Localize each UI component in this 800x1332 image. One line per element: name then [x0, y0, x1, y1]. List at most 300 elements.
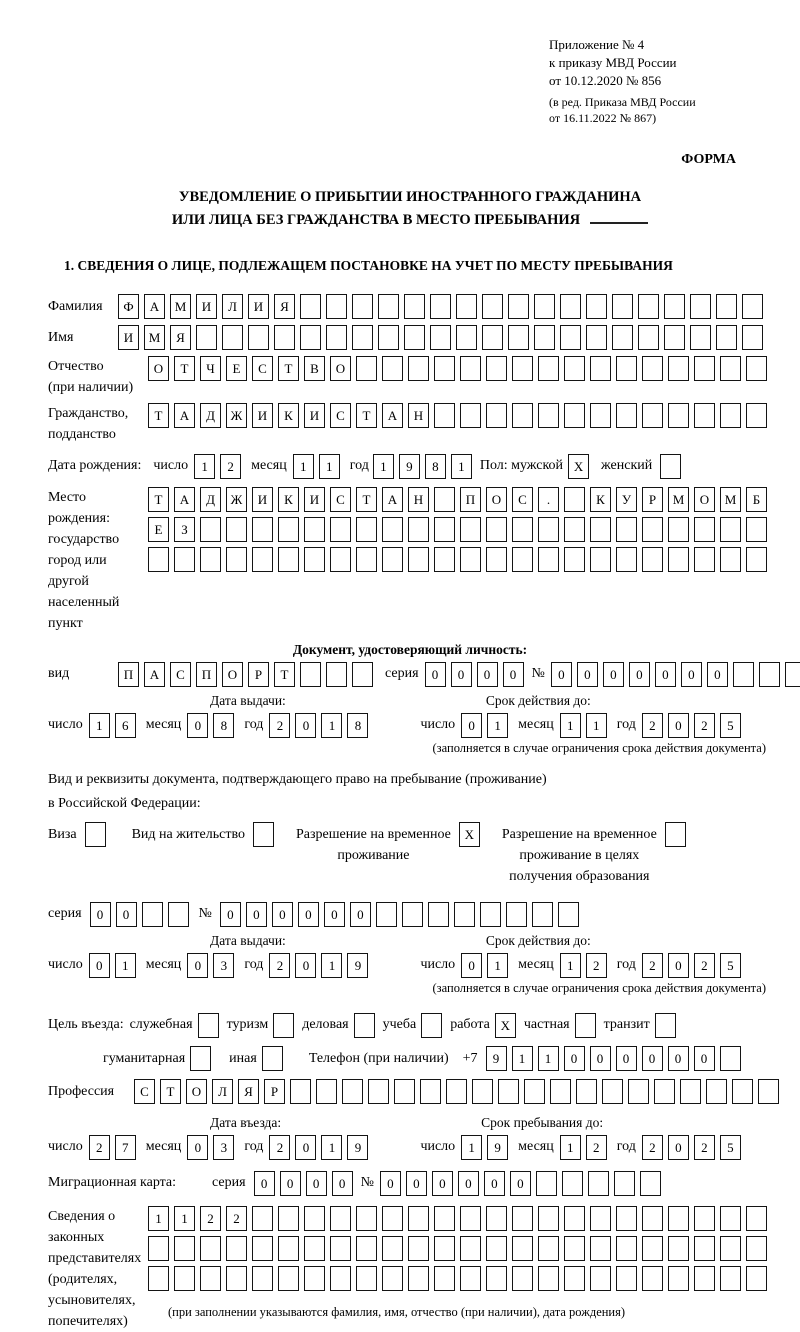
- char-cell[interactable]: Л: [212, 1079, 233, 1104]
- char-cell[interactable]: Д: [200, 487, 221, 512]
- char-cell[interactable]: [378, 294, 399, 319]
- char-cell[interactable]: И: [196, 294, 217, 319]
- char-cell[interactable]: [482, 325, 503, 350]
- char-cell[interactable]: [668, 403, 689, 428]
- char-cell[interactable]: О: [148, 356, 169, 381]
- char-cell[interactable]: [694, 403, 715, 428]
- char-cell[interactable]: [456, 325, 477, 350]
- char-cell[interactable]: Я: [274, 294, 295, 319]
- char-cell[interactable]: 0: [668, 713, 689, 738]
- char-cell[interactable]: [564, 1206, 585, 1231]
- char-cell[interactable]: [304, 1236, 325, 1261]
- char-cell[interactable]: [174, 547, 195, 572]
- char-cell[interactable]: [642, 356, 663, 381]
- char-cell[interactable]: [148, 1266, 169, 1291]
- char-cell[interactable]: [694, 1236, 715, 1261]
- char-cell[interactable]: О: [694, 487, 715, 512]
- char-cell[interactable]: [665, 822, 686, 847]
- char-cell[interactable]: Ж: [226, 487, 247, 512]
- char-cell[interactable]: 9: [486, 1046, 507, 1071]
- char-cell[interactable]: [588, 1171, 609, 1196]
- char-cell[interactable]: Л: [222, 294, 243, 319]
- char-cell[interactable]: [642, 547, 663, 572]
- char-cell[interactable]: [356, 517, 377, 542]
- char-cell[interactable]: 0: [694, 1046, 715, 1071]
- char-cell[interactable]: [278, 1266, 299, 1291]
- char-cell[interactable]: [590, 1266, 611, 1291]
- char-cell[interactable]: 2: [694, 713, 715, 738]
- char-cell[interactable]: [720, 356, 741, 381]
- char-cell[interactable]: [196, 325, 217, 350]
- char-cell[interactable]: [785, 662, 800, 687]
- char-cell[interactable]: [434, 1266, 455, 1291]
- char-cell[interactable]: [200, 1266, 221, 1291]
- char-cell[interactable]: [590, 403, 611, 428]
- char-cell[interactable]: [560, 325, 581, 350]
- char-cell[interactable]: [486, 403, 507, 428]
- char-cell[interactable]: [694, 1206, 715, 1231]
- char-cell[interactable]: [326, 662, 347, 687]
- char-cell[interactable]: [512, 1206, 533, 1231]
- char-cell[interactable]: [278, 1206, 299, 1231]
- char-cell[interactable]: [746, 403, 767, 428]
- char-cell[interactable]: К: [278, 403, 299, 428]
- char-cell[interactable]: 1: [194, 454, 215, 479]
- char-cell[interactable]: [226, 1266, 247, 1291]
- char-cell[interactable]: [486, 517, 507, 542]
- char-cell[interactable]: 0: [577, 662, 598, 687]
- char-cell[interactable]: 0: [477, 662, 498, 687]
- char-cell[interactable]: [720, 1266, 741, 1291]
- char-cell[interactable]: [720, 1206, 741, 1231]
- char-cell[interactable]: 0: [461, 953, 482, 978]
- char-cell[interactable]: [508, 325, 529, 350]
- char-cell[interactable]: [590, 1206, 611, 1231]
- char-cell[interactable]: [356, 547, 377, 572]
- char-cell[interactable]: [486, 1206, 507, 1231]
- char-cell[interactable]: [252, 1266, 273, 1291]
- char-cell[interactable]: [428, 902, 449, 927]
- char-cell[interactable]: [174, 1266, 195, 1291]
- char-cell[interactable]: [326, 325, 347, 350]
- char-cell[interactable]: [538, 403, 559, 428]
- char-cell[interactable]: [330, 517, 351, 542]
- char-cell[interactable]: [148, 1236, 169, 1261]
- char-cell[interactable]: [616, 1206, 637, 1231]
- char-cell[interactable]: 5: [720, 1135, 741, 1160]
- char-cell[interactable]: [690, 325, 711, 350]
- char-cell[interactable]: И: [118, 325, 139, 350]
- char-cell[interactable]: [278, 1236, 299, 1261]
- char-cell[interactable]: [742, 294, 763, 319]
- char-cell[interactable]: [564, 517, 585, 542]
- char-cell[interactable]: 0: [707, 662, 728, 687]
- char-cell[interactable]: Е: [226, 356, 247, 381]
- char-cell[interactable]: Т: [174, 356, 195, 381]
- char-cell[interactable]: [404, 325, 425, 350]
- char-cell[interactable]: [434, 356, 455, 381]
- char-cell[interactable]: [602, 1079, 623, 1104]
- char-cell[interactable]: [534, 294, 555, 319]
- char-cell[interactable]: [694, 356, 715, 381]
- char-cell[interactable]: [508, 294, 529, 319]
- char-cell[interactable]: [664, 325, 685, 350]
- char-cell[interactable]: [252, 517, 273, 542]
- char-cell[interactable]: [746, 547, 767, 572]
- char-cell[interactable]: [382, 547, 403, 572]
- char-cell[interactable]: 2: [89, 1135, 110, 1160]
- char-cell[interactable]: [720, 547, 741, 572]
- char-cell[interactable]: [394, 1079, 415, 1104]
- char-cell[interactable]: 2: [269, 953, 290, 978]
- char-cell[interactable]: X: [568, 454, 589, 479]
- char-cell[interactable]: [616, 356, 637, 381]
- char-cell[interactable]: [486, 547, 507, 572]
- char-cell[interactable]: Н: [408, 403, 429, 428]
- char-cell[interactable]: [512, 356, 533, 381]
- char-cell[interactable]: [590, 547, 611, 572]
- char-cell[interactable]: 3: [213, 953, 234, 978]
- char-cell[interactable]: [694, 547, 715, 572]
- char-cell[interactable]: 5: [720, 953, 741, 978]
- char-cell[interactable]: [200, 547, 221, 572]
- char-cell[interactable]: 1: [451, 454, 472, 479]
- char-cell[interactable]: [148, 547, 169, 572]
- char-cell[interactable]: И: [304, 487, 325, 512]
- char-cell[interactable]: [538, 547, 559, 572]
- char-cell[interactable]: 0: [406, 1171, 427, 1196]
- char-cell[interactable]: 1: [293, 454, 314, 479]
- char-cell[interactable]: 1: [560, 1135, 581, 1160]
- char-cell[interactable]: О: [486, 487, 507, 512]
- char-cell[interactable]: [590, 1236, 611, 1261]
- char-cell[interactable]: [532, 902, 553, 927]
- char-cell[interactable]: 0: [89, 953, 110, 978]
- char-cell[interactable]: [226, 1236, 247, 1261]
- char-cell[interactable]: [576, 1079, 597, 1104]
- char-cell[interactable]: 1: [174, 1206, 195, 1231]
- char-cell[interactable]: [732, 1079, 753, 1104]
- char-cell[interactable]: А: [144, 662, 165, 687]
- char-cell[interactable]: [460, 517, 481, 542]
- char-cell[interactable]: [746, 1266, 767, 1291]
- char-cell[interactable]: [408, 547, 429, 572]
- char-cell[interactable]: [430, 294, 451, 319]
- char-cell[interactable]: [538, 1206, 559, 1231]
- char-cell[interactable]: 0: [90, 902, 111, 927]
- char-cell[interactable]: [720, 517, 741, 542]
- char-cell[interactable]: [550, 1079, 571, 1104]
- char-cell[interactable]: 2: [642, 1135, 663, 1160]
- char-cell[interactable]: К: [590, 487, 611, 512]
- char-cell[interactable]: 0: [298, 902, 319, 927]
- char-cell[interactable]: [472, 1079, 493, 1104]
- char-cell[interactable]: [356, 1236, 377, 1261]
- char-cell[interactable]: [538, 1266, 559, 1291]
- char-cell[interactable]: [524, 1079, 545, 1104]
- char-cell[interactable]: [512, 517, 533, 542]
- char-cell[interactable]: Н: [408, 487, 429, 512]
- char-cell[interactable]: [668, 1236, 689, 1261]
- char-cell[interactable]: С: [330, 403, 351, 428]
- char-cell[interactable]: И: [248, 294, 269, 319]
- char-cell[interactable]: 1: [487, 713, 508, 738]
- char-cell[interactable]: 2: [642, 953, 663, 978]
- char-cell[interactable]: 0: [306, 1171, 327, 1196]
- char-cell[interactable]: [498, 1079, 519, 1104]
- char-cell[interactable]: [352, 294, 373, 319]
- char-cell[interactable]: [758, 1079, 779, 1104]
- char-cell[interactable]: [616, 517, 637, 542]
- char-cell[interactable]: [446, 1079, 467, 1104]
- char-cell[interactable]: 0: [332, 1171, 353, 1196]
- char-cell[interactable]: [575, 1013, 596, 1038]
- char-cell[interactable]: Ф: [118, 294, 139, 319]
- char-cell[interactable]: 2: [200, 1206, 221, 1231]
- char-cell[interactable]: 2: [220, 454, 241, 479]
- char-cell[interactable]: [628, 1079, 649, 1104]
- char-cell[interactable]: [304, 517, 325, 542]
- char-cell[interactable]: [720, 403, 741, 428]
- char-cell[interactable]: [616, 1266, 637, 1291]
- char-cell[interactable]: Т: [278, 356, 299, 381]
- char-cell[interactable]: 0: [629, 662, 650, 687]
- char-cell[interactable]: С: [330, 487, 351, 512]
- char-cell[interactable]: [720, 1236, 741, 1261]
- char-cell[interactable]: 0: [295, 953, 316, 978]
- char-cell[interactable]: 1: [321, 713, 342, 738]
- char-cell[interactable]: 0: [280, 1171, 301, 1196]
- char-cell[interactable]: [200, 1236, 221, 1261]
- char-cell[interactable]: М: [144, 325, 165, 350]
- char-cell[interactable]: С: [512, 487, 533, 512]
- char-cell[interactable]: [538, 1236, 559, 1261]
- char-cell[interactable]: [430, 325, 451, 350]
- char-cell[interactable]: [456, 294, 477, 319]
- char-cell[interactable]: [562, 1171, 583, 1196]
- char-cell[interactable]: [512, 1266, 533, 1291]
- char-cell[interactable]: И: [252, 487, 273, 512]
- char-cell[interactable]: О: [222, 662, 243, 687]
- char-cell[interactable]: В: [304, 356, 325, 381]
- char-cell[interactable]: 2: [586, 953, 607, 978]
- char-cell[interactable]: 0: [187, 713, 208, 738]
- char-cell[interactable]: [278, 517, 299, 542]
- char-cell[interactable]: [482, 294, 503, 319]
- char-cell[interactable]: А: [144, 294, 165, 319]
- char-cell[interactable]: [558, 902, 579, 927]
- char-cell[interactable]: 3: [213, 1135, 234, 1160]
- char-cell[interactable]: Ч: [200, 356, 221, 381]
- char-cell[interactable]: [460, 1236, 481, 1261]
- char-cell[interactable]: [720, 1046, 741, 1071]
- char-cell[interactable]: 0: [551, 662, 572, 687]
- char-cell[interactable]: [408, 1266, 429, 1291]
- char-cell[interactable]: [642, 1236, 663, 1261]
- char-cell[interactable]: 0: [590, 1046, 611, 1071]
- char-cell[interactable]: М: [170, 294, 191, 319]
- char-cell[interactable]: 8: [213, 713, 234, 738]
- char-cell[interactable]: [586, 325, 607, 350]
- char-cell[interactable]: [300, 662, 321, 687]
- char-cell[interactable]: [252, 1236, 273, 1261]
- char-cell[interactable]: 1: [321, 953, 342, 978]
- char-cell[interactable]: [248, 325, 269, 350]
- char-cell[interactable]: 9: [347, 1135, 368, 1160]
- char-cell[interactable]: [174, 1236, 195, 1261]
- char-cell[interactable]: [716, 294, 737, 319]
- char-cell[interactable]: [654, 1079, 675, 1104]
- char-cell[interactable]: [660, 454, 681, 479]
- char-cell[interactable]: [342, 1079, 363, 1104]
- char-cell[interactable]: [454, 902, 475, 927]
- char-cell[interactable]: [680, 1079, 701, 1104]
- char-cell[interactable]: 1: [560, 953, 581, 978]
- char-cell[interactable]: [273, 1013, 294, 1038]
- char-cell[interactable]: Д: [200, 403, 221, 428]
- char-cell[interactable]: [352, 662, 373, 687]
- char-cell[interactable]: 1: [319, 454, 340, 479]
- char-cell[interactable]: 0: [503, 662, 524, 687]
- char-cell[interactable]: [746, 1206, 767, 1231]
- char-cell[interactable]: [536, 1171, 557, 1196]
- char-cell[interactable]: 2: [269, 1135, 290, 1160]
- char-cell[interactable]: [434, 517, 455, 542]
- char-cell[interactable]: [759, 662, 780, 687]
- char-cell[interactable]: 1: [586, 713, 607, 738]
- char-cell[interactable]: [668, 356, 689, 381]
- char-cell[interactable]: С: [170, 662, 191, 687]
- char-cell[interactable]: 0: [510, 1171, 531, 1196]
- char-cell[interactable]: М: [668, 487, 689, 512]
- char-cell[interactable]: 1: [538, 1046, 559, 1071]
- char-cell[interactable]: [486, 1266, 507, 1291]
- char-cell[interactable]: [512, 1236, 533, 1261]
- char-cell[interactable]: [330, 1266, 351, 1291]
- char-cell[interactable]: [316, 1079, 337, 1104]
- char-cell[interactable]: [356, 1266, 377, 1291]
- char-cell[interactable]: [198, 1013, 219, 1038]
- char-cell[interactable]: [408, 1236, 429, 1261]
- char-cell[interactable]: [460, 356, 481, 381]
- char-cell[interactable]: [564, 487, 585, 512]
- char-cell[interactable]: [253, 822, 274, 847]
- char-cell[interactable]: [304, 1206, 325, 1231]
- char-cell[interactable]: 0: [458, 1171, 479, 1196]
- char-cell[interactable]: 0: [655, 662, 676, 687]
- char-cell[interactable]: К: [278, 487, 299, 512]
- char-cell[interactable]: 0: [451, 662, 472, 687]
- char-cell[interactable]: [486, 1236, 507, 1261]
- char-cell[interactable]: [434, 1206, 455, 1231]
- char-cell[interactable]: 0: [324, 902, 345, 927]
- char-cell[interactable]: [746, 356, 767, 381]
- char-cell[interactable]: Е: [148, 517, 169, 542]
- char-cell[interactable]: [716, 325, 737, 350]
- char-cell[interactable]: [694, 517, 715, 542]
- char-cell[interactable]: 0: [616, 1046, 637, 1071]
- char-cell[interactable]: [460, 547, 481, 572]
- char-cell[interactable]: [642, 517, 663, 542]
- char-cell[interactable]: [352, 325, 373, 350]
- char-cell[interactable]: А: [382, 403, 403, 428]
- char-cell[interactable]: [330, 547, 351, 572]
- char-cell[interactable]: [434, 403, 455, 428]
- char-cell[interactable]: X: [495, 1013, 516, 1038]
- char-cell[interactable]: [460, 1266, 481, 1291]
- char-cell[interactable]: [612, 294, 633, 319]
- char-cell[interactable]: 1: [148, 1206, 169, 1231]
- char-cell[interactable]: [655, 1013, 676, 1038]
- char-cell[interactable]: [274, 325, 295, 350]
- char-cell[interactable]: [616, 403, 637, 428]
- char-cell[interactable]: 0: [295, 1135, 316, 1160]
- char-cell[interactable]: [354, 1013, 375, 1038]
- char-cell[interactable]: [668, 517, 689, 542]
- char-cell[interactable]: [614, 1171, 635, 1196]
- char-cell[interactable]: [733, 662, 754, 687]
- char-cell[interactable]: [85, 822, 106, 847]
- char-cell[interactable]: [564, 356, 585, 381]
- char-cell[interactable]: 9: [347, 953, 368, 978]
- char-cell[interactable]: 1: [89, 713, 110, 738]
- char-cell[interactable]: [356, 356, 377, 381]
- char-cell[interactable]: 1: [560, 713, 581, 738]
- char-cell[interactable]: [382, 1236, 403, 1261]
- char-cell[interactable]: 1: [373, 454, 394, 479]
- char-cell[interactable]: 1: [321, 1135, 342, 1160]
- char-cell[interactable]: [300, 325, 321, 350]
- char-cell[interactable]: [262, 1046, 283, 1071]
- char-cell[interactable]: 0: [603, 662, 624, 687]
- char-cell[interactable]: [538, 517, 559, 542]
- char-cell[interactable]: [421, 1013, 442, 1038]
- char-cell[interactable]: [200, 517, 221, 542]
- char-cell[interactable]: X: [459, 822, 480, 847]
- char-cell[interactable]: А: [174, 403, 195, 428]
- char-cell[interactable]: .: [538, 487, 559, 512]
- char-cell[interactable]: 6: [115, 713, 136, 738]
- char-cell[interactable]: 9: [399, 454, 420, 479]
- char-cell[interactable]: [382, 356, 403, 381]
- char-cell[interactable]: Я: [238, 1079, 259, 1104]
- char-cell[interactable]: [420, 1079, 441, 1104]
- char-cell[interactable]: Р: [248, 662, 269, 687]
- char-cell[interactable]: 0: [254, 1171, 275, 1196]
- char-cell[interactable]: [382, 1266, 403, 1291]
- char-cell[interactable]: [408, 1206, 429, 1231]
- char-cell[interactable]: [586, 294, 607, 319]
- char-cell[interactable]: [252, 547, 273, 572]
- char-cell[interactable]: [404, 294, 425, 319]
- char-cell[interactable]: З: [174, 517, 195, 542]
- char-cell[interactable]: [290, 1079, 311, 1104]
- char-cell[interactable]: [402, 902, 423, 927]
- char-cell[interactable]: 1: [115, 953, 136, 978]
- char-cell[interactable]: 1: [461, 1135, 482, 1160]
- char-cell[interactable]: С: [252, 356, 273, 381]
- char-cell[interactable]: [642, 403, 663, 428]
- char-cell[interactable]: [668, 547, 689, 572]
- char-cell[interactable]: 0: [246, 902, 267, 927]
- char-cell[interactable]: [638, 325, 659, 350]
- char-cell[interactable]: Р: [642, 487, 663, 512]
- char-cell[interactable]: 0: [380, 1171, 401, 1196]
- char-cell[interactable]: [590, 517, 611, 542]
- char-cell[interactable]: [538, 356, 559, 381]
- char-cell[interactable]: 0: [668, 1135, 689, 1160]
- char-cell[interactable]: 0: [187, 953, 208, 978]
